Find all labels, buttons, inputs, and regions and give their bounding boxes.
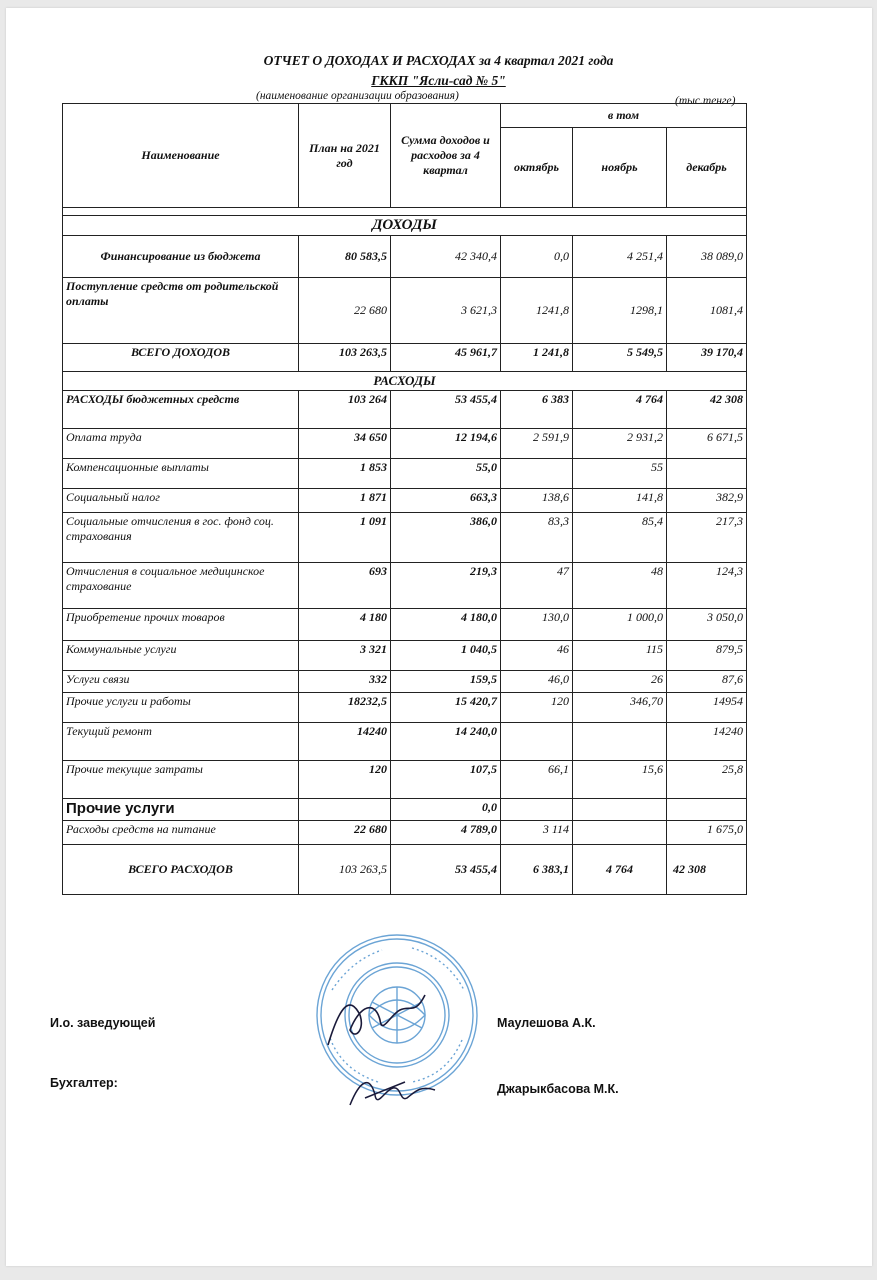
unit-note: (тыс.тенге) (675, 95, 736, 107)
table-row (63, 821, 747, 845)
row-plan: 103 264 (299, 391, 391, 429)
table-row (63, 671, 747, 693)
table-row (63, 489, 747, 513)
table-row (63, 459, 747, 489)
row-november (573, 723, 667, 761)
row-plan: 14240 (299, 723, 391, 761)
row-october: 2 591,9 (501, 429, 573, 459)
row-sum: 4 180,0 (391, 609, 501, 641)
row-name: Поступление средств от родительской оплаты (63, 278, 299, 344)
row-sum: 4 789,0 (391, 821, 501, 845)
row-plan: 1 091 (299, 513, 391, 563)
row-plan: 120 (299, 761, 391, 799)
total-october: 6 383,1 (501, 845, 573, 895)
row-sum: 14 240,0 (391, 723, 501, 761)
row-december (667, 799, 747, 821)
row-october: 1241,8 (501, 278, 573, 344)
row-sum: 55,0 (391, 459, 501, 489)
row-name: Отчисления в социальное медицинское страхование (63, 563, 299, 609)
row-plan: 34 650 (299, 429, 391, 459)
table-row (63, 563, 747, 609)
row-sum: 107,5 (391, 761, 501, 799)
table-row (63, 641, 747, 671)
row-sum: 663,3 (391, 489, 501, 513)
row-name: Прочие услуги и работы (63, 693, 299, 723)
table-row (63, 693, 747, 723)
row-sum: 15 420,7 (391, 693, 501, 723)
row-sum: 219,3 (391, 563, 501, 609)
income-section-title: ДОХОДЫ (63, 216, 747, 236)
row-plan: 80 583,5 (299, 236, 391, 278)
row-plan (299, 799, 391, 821)
row-october: 138,6 (501, 489, 573, 513)
header-plan: План на 2021 год (299, 104, 391, 208)
row-october: 83,3 (501, 513, 573, 563)
total-october: 1 241,8 (501, 344, 573, 372)
row-plan: 1 853 (299, 459, 391, 489)
row-plan: 18232,5 (299, 693, 391, 723)
row-november: 55 (573, 459, 667, 489)
row-december: 6 671,5 (667, 429, 747, 459)
row-december: 879,5 (667, 641, 747, 671)
row-october: 6 383 (501, 391, 573, 429)
row-november: 346,70 (573, 693, 667, 723)
row-november: 141,8 (573, 489, 667, 513)
total-name: ВСЕГО ДОХОДОВ (63, 344, 299, 372)
row-november (573, 799, 667, 821)
row-december: 87,6 (667, 671, 747, 693)
row-december: 42 308 (667, 391, 747, 429)
accountant-label: Бухгалтер: (50, 1076, 118, 1090)
row-december: 25,8 (667, 761, 747, 799)
header-december: декабрь (667, 128, 747, 208)
row-october (501, 723, 573, 761)
row-december: 3 050,0 (667, 609, 747, 641)
total-november: 5 549,5 (573, 344, 667, 372)
row-name: Компенсационные выплаты (63, 459, 299, 489)
table-row (63, 391, 747, 429)
row-sum: 12 194,6 (391, 429, 501, 459)
row-november: 4 764 (573, 391, 667, 429)
header-november: ноябрь (573, 128, 667, 208)
table-row (63, 513, 747, 563)
report-table (62, 103, 747, 895)
row-name: Социальные отчисления в гос. фонд соц. страхования (63, 513, 299, 563)
row-november: 1 000,0 (573, 609, 667, 641)
total-december: 39 170,4 (667, 344, 747, 372)
row-name: Прочие услуги (63, 799, 299, 821)
organization-note: (наименование организации образования) (256, 90, 459, 102)
row-december (667, 459, 747, 489)
head-label: И.о. заведующей (50, 1016, 156, 1030)
row-december: 14954 (667, 693, 747, 723)
report-title: ОТЧЕТ О ДОХОДАХ И РАСХОДАХ за 4 квартал 2021 года (263, 53, 614, 68)
total-plan: 103 263,5 (299, 344, 391, 372)
row-october (501, 799, 573, 821)
row-november: 48 (573, 563, 667, 609)
head-name: Маулешова А.К. (497, 1016, 596, 1030)
row-plan: 332 (299, 671, 391, 693)
row-october: 46,0 (501, 671, 573, 693)
row-october: 66,1 (501, 761, 573, 799)
row-december: 1 675,0 (667, 821, 747, 845)
row-name: Оплата труда (63, 429, 299, 459)
row-sum: 53 455,4 (391, 391, 501, 429)
header-sum: Сумма доходов и расходов за 4 квартал (391, 104, 501, 208)
table-row (63, 761, 747, 799)
row-october: 130,0 (501, 609, 573, 641)
table-row (63, 799, 747, 821)
total-name: ВСЕГО РАСХОДОВ (63, 845, 299, 895)
row-name: Текущий ремонт (63, 723, 299, 761)
table-row (63, 429, 747, 459)
row-november: 4 251,4 (573, 236, 667, 278)
row-name: Социальный налог (63, 489, 299, 513)
table-row (63, 278, 747, 344)
row-december: 1081,4 (667, 278, 747, 344)
row-october: 0,0 (501, 236, 573, 278)
total-sum: 45 961,7 (391, 344, 501, 372)
header-including: в том (501, 104, 747, 128)
row-plan: 4 180 (299, 609, 391, 641)
row-october (501, 459, 573, 489)
row-december: 217,3 (667, 513, 747, 563)
row-december: 38 089,0 (667, 236, 747, 278)
row-name: Финансирование из бюджета (63, 236, 299, 278)
row-november: 2 931,2 (573, 429, 667, 459)
organization-name: ГККП "Ясли-сад № 5" (371, 73, 506, 88)
row-october: 3 114 (501, 821, 573, 845)
table-row (63, 609, 747, 641)
row-sum: 386,0 (391, 513, 501, 563)
row-plan: 3 321 (299, 641, 391, 671)
row-sum: 159,5 (391, 671, 501, 693)
row-name: РАСХОДЫ бюджетных средств (63, 391, 299, 429)
row-october: 46 (501, 641, 573, 671)
row-sum: 42 340,4 (391, 236, 501, 278)
row-december: 14240 (667, 723, 747, 761)
row-name: Услуги связи (63, 671, 299, 693)
accountant-signature (345, 1070, 440, 1115)
total-december: 42 308 (667, 845, 747, 895)
total-sum: 53 455,4 (391, 845, 501, 895)
row-october: 120 (501, 693, 573, 723)
row-plan: 22 680 (299, 821, 391, 845)
row-november: 26 (573, 671, 667, 693)
total-plan: 103 263,5 (299, 845, 391, 895)
income-total-row (63, 344, 747, 372)
row-sum: 1 040,5 (391, 641, 501, 671)
row-november: 115 (573, 641, 667, 671)
row-name: Коммунальные услуги (63, 641, 299, 671)
spacer-row (63, 208, 747, 216)
header-name: Наименование (63, 104, 299, 208)
expense-total-row (63, 845, 747, 895)
head-signature (320, 985, 430, 1055)
row-name: Расходы средств на питание (63, 821, 299, 845)
header-october: октябрь (501, 128, 573, 208)
row-sum: 3 621,3 (391, 278, 501, 344)
table-row (63, 723, 747, 761)
accountant-name: Джарыкбасова М.К. (497, 1082, 619, 1096)
row-name: Прочие текущие затраты (63, 761, 299, 799)
row-plan: 693 (299, 563, 391, 609)
total-november: 4 764 (573, 845, 667, 895)
row-november: 85,4 (573, 513, 667, 563)
table-row (63, 236, 747, 278)
row-november: 15,6 (573, 761, 667, 799)
row-name: Приобретение прочих товаров (63, 609, 299, 641)
row-october: 47 (501, 563, 573, 609)
row-december: 124,3 (667, 563, 747, 609)
row-november (573, 821, 667, 845)
row-plan: 22 680 (299, 278, 391, 344)
row-plan: 1 871 (299, 489, 391, 513)
row-november: 1298,1 (573, 278, 667, 344)
row-sum: 0,0 (391, 799, 501, 821)
expense-section-title: РАСХОДЫ (63, 372, 747, 391)
row-december: 382,9 (667, 489, 747, 513)
